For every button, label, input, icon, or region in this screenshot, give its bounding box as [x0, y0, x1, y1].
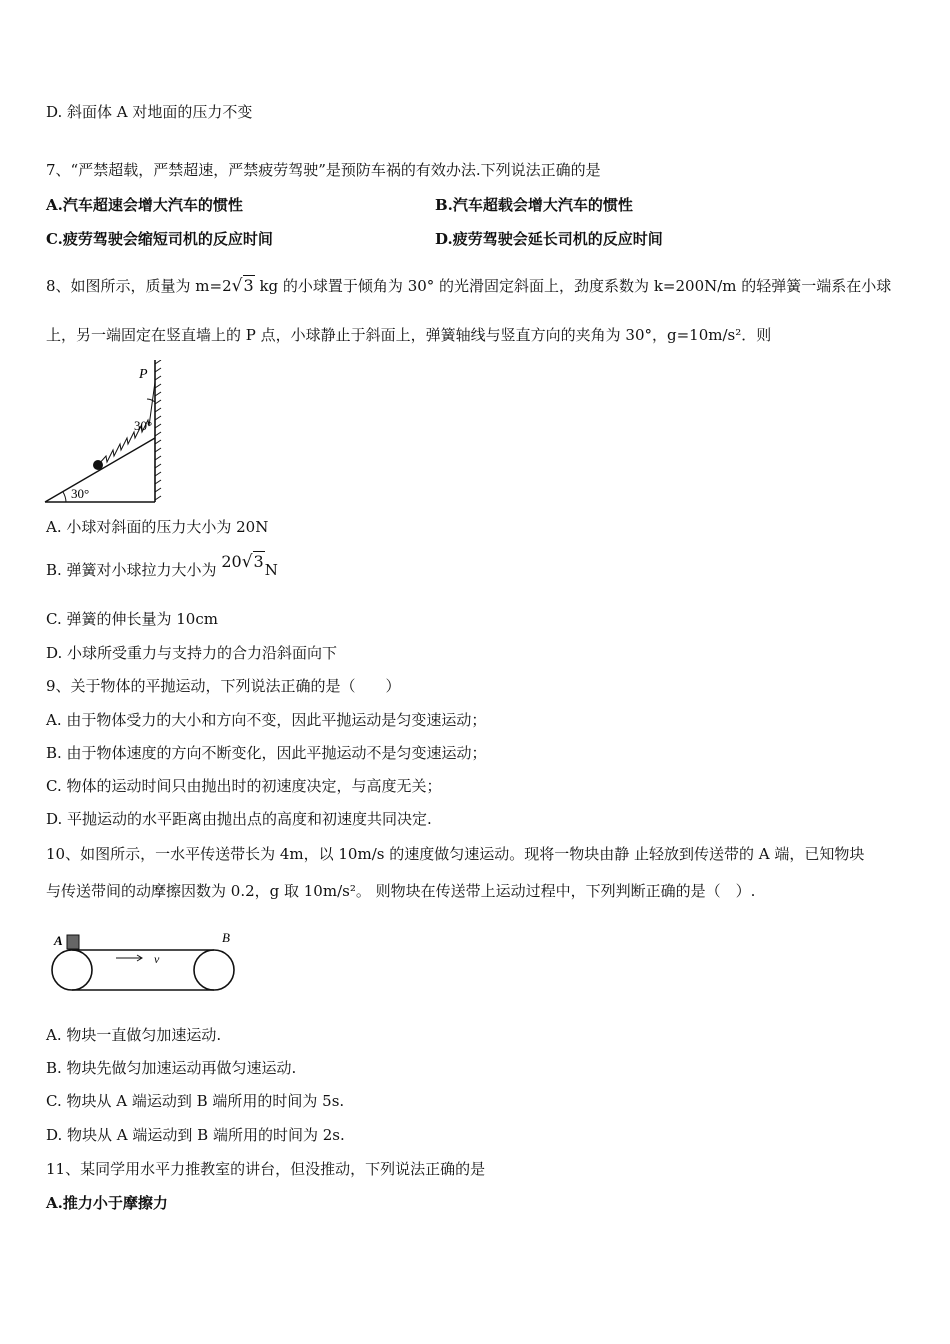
pulley-right — [194, 950, 234, 990]
q8-option-b-text: B. 弹簧对小球拉力大小为 — [46, 561, 217, 579]
q8-stem-pre: 8、如图所示，质量为 m=2 — [46, 277, 232, 295]
q9-option-c: C. 物体的运动时间只由抛出时的初速度决定，与高度无关； — [46, 777, 442, 795]
pulley-left — [52, 950, 92, 990]
q8-option-a: A. 小球对斜面的压力大小为 20N — [46, 518, 269, 536]
q8-option-d: D. 小球所受重力与支持力的合力沿斜面向下 — [46, 644, 338, 662]
q11-option-a: A.推力小于摩擦力 — [46, 1194, 168, 1212]
q8-stem-post: kg 的小球置于倾角为 30° 的光滑固定斜面上，劲度系数为 k=200N/m 的轻弹簧一端系在小球 — [259, 277, 892, 295]
incline-slope — [45, 438, 155, 502]
q9-option-b: B. 由于物体速度的方向不断变化，因此平抛运动不是匀变速运动； — [46, 744, 487, 762]
q10-figure-conveyor — [46, 926, 256, 1004]
q8-option-b — [46, 552, 278, 580]
q8-option-b-value — [221, 552, 264, 571]
q8-b-radicand: 3 — [253, 552, 264, 571]
wall-hatch — [155, 360, 161, 500]
incline-angle-label: 30° — [71, 486, 90, 501]
q8-mass-radicand: 3 — [243, 276, 254, 295]
q8-stem — [46, 276, 891, 296]
q9-stem: 9、关于物体的平抛运动，下列说法正确的是（ ） — [46, 677, 401, 695]
q10-stem: 10、如图所示，一水平传送带长为 4m，以 10m/s 的速度做匀速运动。现将一物块由静 止轻放到传送带的 A 端，已知物块 — [46, 845, 865, 863]
point-p-label: P — [139, 367, 148, 382]
q8-stem-2: 上，另一端固定在竖直墙上的 P 点，小球静止于斜面上，弹簧轴线与竖直方向的夹角为 30°，g=10m/s²．则 — [46, 326, 772, 344]
q7-stem: 7、“严禁超载，严禁超速，严禁疲劳驾驶”是预防车祸的有效办法.下列说法正确的是 — [46, 161, 601, 179]
velocity-label: v — [154, 952, 160, 966]
q9-option-d: D. 平抛运动的水平距离由抛出点的高度和初速度共同决定. — [46, 810, 432, 828]
q10-option-a: A. 物块一直做匀加速运动. — [46, 1026, 222, 1044]
q8-option-c: C. 弹簧的伸长量为 10cm — [46, 610, 218, 628]
q10-option-b: B. 物块先做匀加速运动再做匀速运动. — [46, 1059, 297, 1077]
q8-b-coef: 20 — [221, 552, 242, 571]
q11-stem: 11、某同学用水平力推教室的讲台，但没推动，下列说法正确的是 — [46, 1160, 486, 1178]
q7-option-c: C.疲劳驾驶会缩短司机的反应时间 — [46, 230, 273, 248]
incline-angle-arc — [63, 492, 66, 502]
spring-angle-arc — [147, 399, 155, 402]
spring-angle-label: 30° — [134, 418, 153, 433]
q8-mass-sqrt: √3 — [231, 276, 254, 296]
q10-stem-2: 与传送带间的动摩擦因数为 0.2，g 取 10m/s²。 则物块在传送带上运动过程中，下列判断正确的是（ ）. — [46, 882, 756, 900]
q8-b-sqrt: √3 — [241, 552, 264, 572]
q7-option-d: D.疲劳驾驶会延长司机的反应时间 — [435, 230, 663, 248]
q9-option-a: A. 由于物体受力的大小和方向不变，因此平抛运动是匀变速运动； — [46, 711, 487, 729]
end-b-label: B — [222, 930, 230, 945]
q7-option-b: B.汽车超载会增大汽车的惯性 — [435, 196, 633, 214]
q10-option-c: C. 物块从 A 端运动到 B 端所用的时间为 5s. — [46, 1092, 345, 1110]
block — [67, 935, 79, 949]
q10-option-d: D. 物块从 A 端运动到 B 端所用的时间为 2s. — [46, 1126, 345, 1144]
end-a-label: A — [54, 933, 63, 948]
q8-option-b-unit: N — [264, 561, 278, 579]
q6-option-d: D. 斜面体 A 对地面的压力不变 — [46, 103, 253, 121]
q8-figure-incline-spring — [40, 360, 170, 508]
q7-option-a: A.汽车超速会增大汽车的惯性 — [46, 196, 243, 214]
